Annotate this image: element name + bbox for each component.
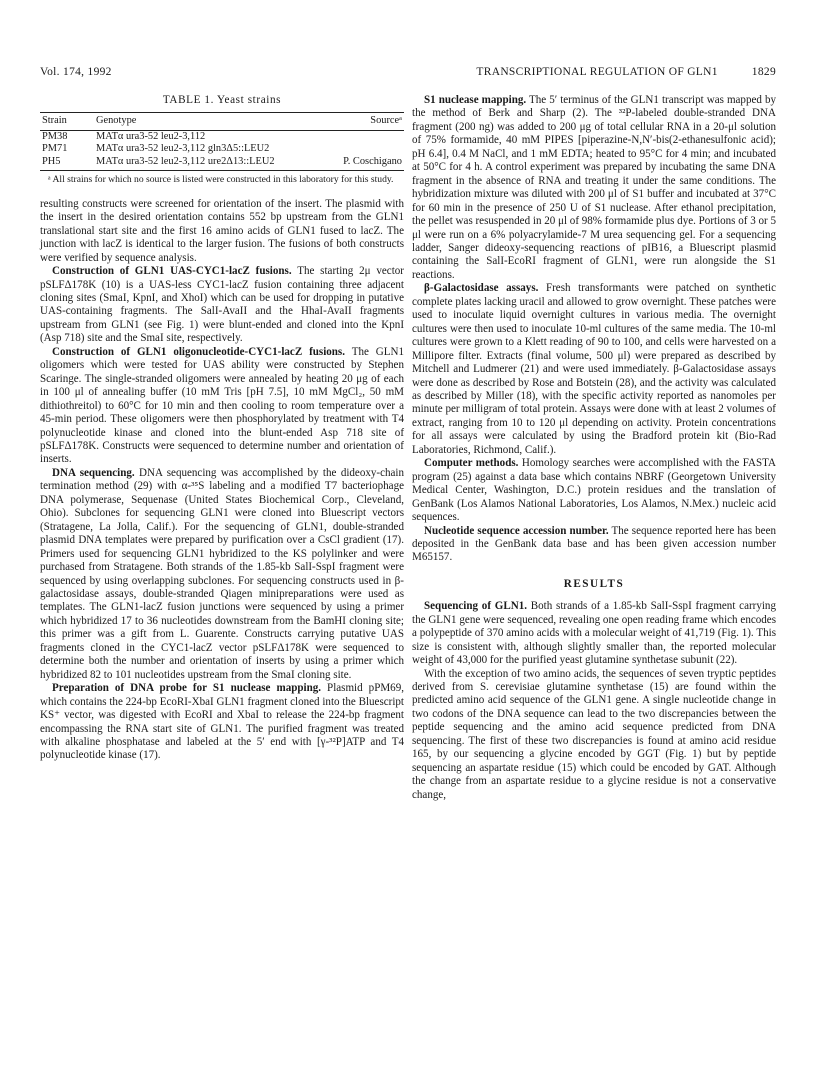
paragraph-oligonucleotide-fusions [40,346,404,467]
source-cell [325,143,404,156]
column-header-strain: Strain [40,113,94,131]
paragraph-uas-cyc1-fusions [40,265,404,346]
running-title: TRANSCRIPTIONAL REGULATION OF GLN1 [476,66,718,78]
table-caption: TABLE 1. Yeast strains [162,94,282,106]
paragraph-computer-methods [412,457,776,524]
column-header-source: Sourceᵃ [325,113,404,131]
paragraph-body: Both strands of a 1.85-kb SalI-SspI fragment carrying the GLN1 gene were sequenced, revealing one open reading frame which encodes a polypeptide of 370 amino acids with a molecular weight of 41,719 (Fig. 1). This size is consistent with, although slightly smaller than, the reported molecular weight of 43,000 for the purified yeast glutamine synthetase subunit (22). [412,600,776,667]
section-heading: β-Galactosidase assays. [424,282,539,295]
genotype-cell: MATα ura3-52 leu2-3,112 gln3Δ5::LEU2 [96,143,270,155]
section-heading: Nucleotide sequence accession number. [424,524,609,537]
paragraph-dna-sequencing [40,467,404,682]
paragraph-beta-gal-assays [412,282,776,457]
paragraph-body: The GLN1 oligomers which were tested for UAS ability were constructed by Stephen Scaringe. The single-stranded oligomers were annealed by heating 20 μg of each in 100 μl of annealing buffer (10 mM Tris [pH 7.5], 10 mM MgCl₂, 50 mM dithiothreitol) to 60°C for 10 min and then cooling to room temperature over a 45-min period. These oligomers were then phosphorylated by treatment with T4 polynucleotide kinase and cloned into the blunt-ended Asp 718 site of pSLFΔ178K. Constructs were sequenced to determine number and orientation of inserts. [40,345,404,466]
running-header [476,66,776,78]
table-row [40,130,404,143]
section-heading: Computer methods. [424,457,519,470]
column-header-genotype: Genotype [94,113,325,131]
page-number: 1829 [751,66,776,78]
section-heading: Construction of GLN1 oligonucleotide-CYC1-lacZ fusions. [52,345,345,358]
paragraph-body: The sequence reported here has been deposited in the GenBank data base and has been given accession number M65157. [412,524,776,564]
paragraph-body: Fresh transformants were patched on synthetic complete plates lacking uracil and allowed to grow overnight. These patches were used to inoculate liquid overnight cultures in various media. The overnight cultures were then used to inoculate 10-ml cultures of the same media. The 10-ml cultures were grown to a Klett reading of 90 to 100, and cells were harvested on a Millipore filter. Extracts (final volume, 500 μl) were prepared as described by Mitchell and Ludmerer (21) and were used immediately. β-Galactosidase assays were done as described by Rose and Botstein (28), and the activity was calculated as described by Miller (18), with the specific activity reported as nanomoles per minute per milligram of total protein. Assays were done with at least 2 volumes of extract, ranging from 10 to 120 μl depending on activity. Protein concentrations for all assays were calculated by using the Bradford protein kit (Bio-Rad Laboratories, Richmond, Calif.). [412,282,777,456]
strain-cell: PM38 [42,130,68,142]
paragraph-body: DNA sequencing was accomplished by the dideoxy-chain termination method (29) with α-³⁵S labeling and a modified T7 bacteriophage DNA polymerase, Sequenase (United States Biochemical Corp., Cleveland, Ohio). Subclones for sequencing GLN1 were cloned into Bluescript vectors (Stratagene, La Jolla, Calif.). For the sequencing of GLN1, double-stranded plasmid DNA templates were prepared by purification over a CsCl gradient (17). Primers used for sequencing GLN1 hybridized to the KS polylinker and were purchased from Stratagene. Both strands of the 1.85-kb SalI-SspI fragment were sequenced by using overlapping subclones. For sequencing constructs used in β-galactosidase assays, double-stranded Qiagen minipreparations were used as templates. The GLN1-lacZ fusion junctions were sequenced by using a primer which hybridized 17 to 36 nucleotides downstream from the BamHI cloning site; this primer was a gift from L. Guarente. Constructs carrying putative UAS fragments cloned in the CYC1-lacZ vector pSLFΔ178K were sequenced to determine both the number and orientation of inserts by using a primer which hybridized 82 to 101 nucleotides upstream from the SmaI cloning site. [40,466,405,681]
right-column [412,94,776,802]
table-header-row [40,113,404,131]
strain-cell: PM71 [42,143,68,155]
section-heading: Sequencing of GLN1. [424,600,528,613]
yeast-strains-table [40,112,404,171]
journal-volume: Vol. 174, 1992 [40,66,112,78]
section-heading: Preparation of DNA probe for S1 nuclease mapping. [52,682,322,695]
section-heading: DNA sequencing. [52,466,135,479]
genotype-cell: MATα ura3-52 leu2-3,112 ure2Δ13::LEU2 [94,156,325,171]
source-cell: P. Coschigano [325,156,404,171]
paragraph-fusion-continuation: resulting constructs were screened for orientation of the insert. The plasmid with the insert in the desired orientation contains 552 bp upstream from the GLN1 translational start site and the first 16 amino acids of GLN1 fused to lacZ. The junction with lacZ is identical to the larger fusion. The fusions of both constructs were verified by sequence analysis. [40,197,404,264]
section-heading: Construction of GLN1 UAS-CYC1-lacZ fusions. [52,265,292,278]
paragraph-probe-preparation [40,682,404,763]
paragraph-accession-number [412,525,776,565]
strain-cell: PH5 [40,156,94,171]
paragraph-body: The starting 2μ vector pSLFΔ178K (10) is a UAS-less CYC1-lacZ fusion containing three adjacent cloning sites (SmaI, KpnI, and XhoI) which can be used for dropping in putative UAS-containing fragments. The SalI-AvaII and the HhaI-AvaII fragments upstream from GLN1 (see Fig. 1) were blunt-ended and cloned into the KpnI (Asp 718) site and the SmaI site, respectively. [40,265,404,345]
source-cell [325,130,404,143]
paragraph-body: The 5′ terminus of the GLN1 transcript was mapped by the method of Berk and Sharp (2). The ³²P-labeled double-stranded DNA fragment (200 ng) was added to 200 μg of total cellular RNA in a 20-μl solution of 75% formamide, 40 mM PIPES [piperazine-N,N′-bis(2-ethanesulfonic acid); pH 6.4], 0.4 M NaCl, and 1 mM EDTA; heated to 95°C for 4 min; and incubated at 50°C for 4 h. A control experiment was prepared by incubating the same DNA fragment in the absence of RNA and treating it under the same conditions. The hybridization mixture was diluted with 200 μl of S1 buffer and incubated at 37°C for 60 min in the presence of 250 U of S1 nuclease. After ethanol precipitation, the pellet was resuspended in 20 μl of 98% formamide plus dye. Portions of 3 or 5 μl were run on a 6% polyacrylamide-7 M urea sequencing gel. For a sequencing ladder, Sanger dideoxy-sequencing reactions of pIB16, a Bluescript plasmid containing the SalI-EcoRI fragment of GLN1, were run alongside the S1 reactions. [412,94,776,281]
paragraph-body: Plasmid pPM69, which contains the 224-bp EcoRI-XbaI GLN1 fragment cloned into the Bluescript KS⁺ vector, was digested with EcoRI and XbaI to release the 224-bp fragment encompassing the RNA start site of GLN1. The purified fragment was treated with alkaline phosphatase and labeled at the 5′ end with [γ-³²P]ATP and T4 polynucleotide kinase (17). [40,682,404,762]
table-footnote: ᵃ All strains for which no source is listed were constructed in this laboratory for this study. [48,174,394,186]
results-heading: RESULTS [563,577,625,590]
section-heading: S1 nuclease mapping. [424,94,527,106]
paragraph-peptide-comparison: With the exception of two amino acids, the sequences of seven tryptic peptides derived from S. cerevisiae glutamine synthetase (15) are found within the predicted amino acid sequence of the GLN1 gene. A single nucleotide change in two codons of the DNA sequence can lead to the two discrepancies between the peptide sequencing and the amino acid sequence predicted from DNA sequencing. The first of these two discrepancies is found at amino acid residue 165, by our sequencing a glycine encoded by GGT (Fig. 1) but by peptide sequencing an aspartate residue (15) which could be encoded by GAT. Although the change from an aspartate residue to a glycine residue is not a conservative change, [412,667,776,801]
left-column [40,94,404,763]
table-row [40,156,404,171]
paragraph-body: Homology searches were accomplished with the FASTA program (25) against a data base which contains NBRF (Georgetown University Medical Center, Washington, D.C.) protein residues and the translation of GenBank (Los Alamos National Laboratories, Los Alamos, N.Mex.) nucleic acid sequences. [412,457,776,524]
paragraph-sequencing-gln1 [412,600,776,667]
genotype-cell: MATα ura3-52 leu2-3,112 [96,130,206,142]
table-row [40,143,404,156]
paragraph-s1-mapping [412,94,776,282]
